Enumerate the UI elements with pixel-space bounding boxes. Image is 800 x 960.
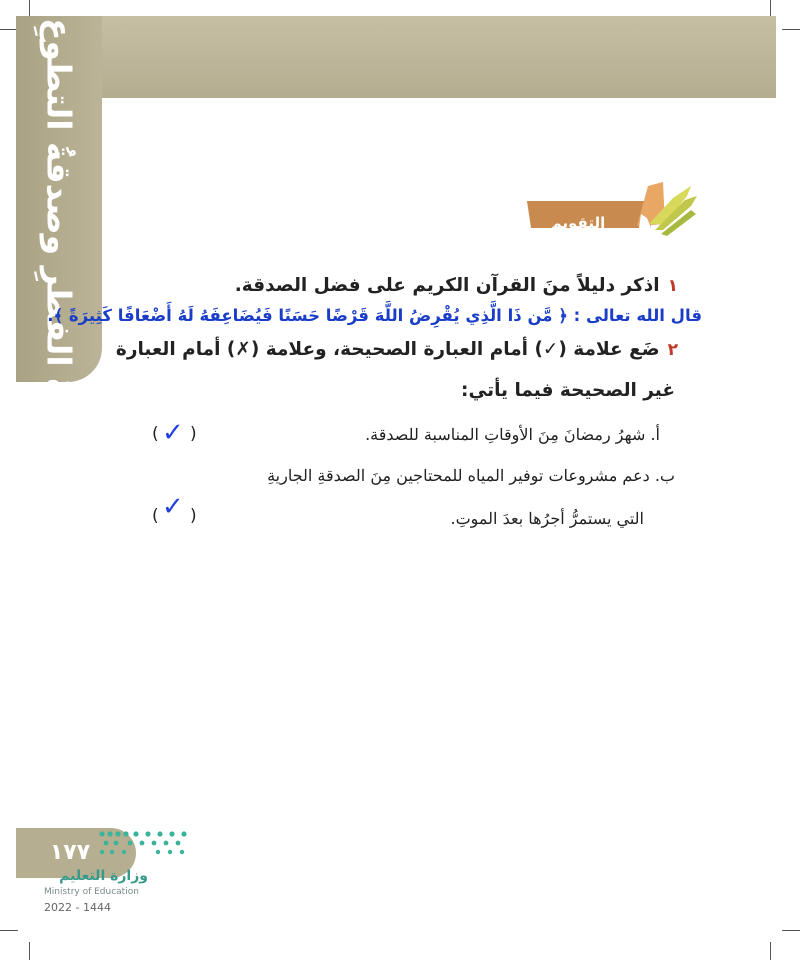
question-text: اذكر دليلاً منَ القرآن الكريم على فضل الصدقة. (234, 275, 660, 296)
chapter-title-text: زكاةُ الفطرِ وصدقةُ التطوعِ (39, 17, 79, 449)
ministry-name-en: Ministry of Education (44, 887, 139, 897)
item-letter: أ. (650, 425, 660, 444)
header-band (16, 16, 776, 98)
paren-close: ) (190, 506, 197, 526)
section-ribbon (515, 170, 700, 248)
paren-open: ( (152, 506, 159, 526)
crop-mark (770, 942, 771, 960)
question-2 (116, 339, 678, 360)
crop-mark (782, 29, 800, 30)
check-mark-icon: ✓ (162, 418, 184, 448)
crop-mark (29, 942, 30, 960)
question-2-continued: غير الصحيحة فيما يأتي: (461, 380, 675, 401)
edition-year: 2022 - 1444 (44, 901, 111, 914)
ministry-name-ar: وزارة التعليم (59, 868, 148, 884)
item-b-continued: التي يستمرُّ أجرُها بعدَ الموتِ. (450, 509, 644, 528)
item-text: شهرُ رمضانَ مِنَ الأوقاتِ المناسبة للصدقة. (365, 425, 646, 444)
question-number: ٢ (667, 340, 678, 360)
check-mark-icon: ✓ (162, 492, 184, 522)
chapter-title (16, 17, 102, 449)
answer-verse: قال الله تعالى : ﴿ مَّن ذَا الَّذِي يُقْرِضُ اللَّهَ قَرْضًا حَسَنًا فَيُضَاعِفَهُ لَهُ أَضْعَافًا كَثِيرَةً ﴾. (47, 306, 702, 325)
crop-mark (0, 930, 18, 931)
section-label: التقويم (550, 214, 606, 232)
page-number: ١٧٧ (49, 840, 91, 865)
item-b (267, 466, 675, 485)
item-letter: ب. (654, 466, 675, 485)
answer-box-b[interactable] (150, 492, 210, 536)
answer-box-a[interactable] (150, 418, 210, 458)
paren-close: ) (190, 424, 197, 444)
item-a (365, 425, 660, 444)
item-text: دعم مشروعات توفير المياه للمحتاجين مِنَ الصدقةِ الجاريةِ (267, 466, 650, 485)
question-1 (235, 275, 678, 296)
question-number: ١ (667, 276, 678, 296)
paren-open: ( (152, 424, 159, 444)
crop-mark (782, 930, 800, 931)
ministry-logo-icon (96, 828, 192, 862)
question-text: ضَع علامة (✓) أمام العبارة الصحيحة، وعلامة (✗) أمام العبارة (115, 339, 660, 360)
